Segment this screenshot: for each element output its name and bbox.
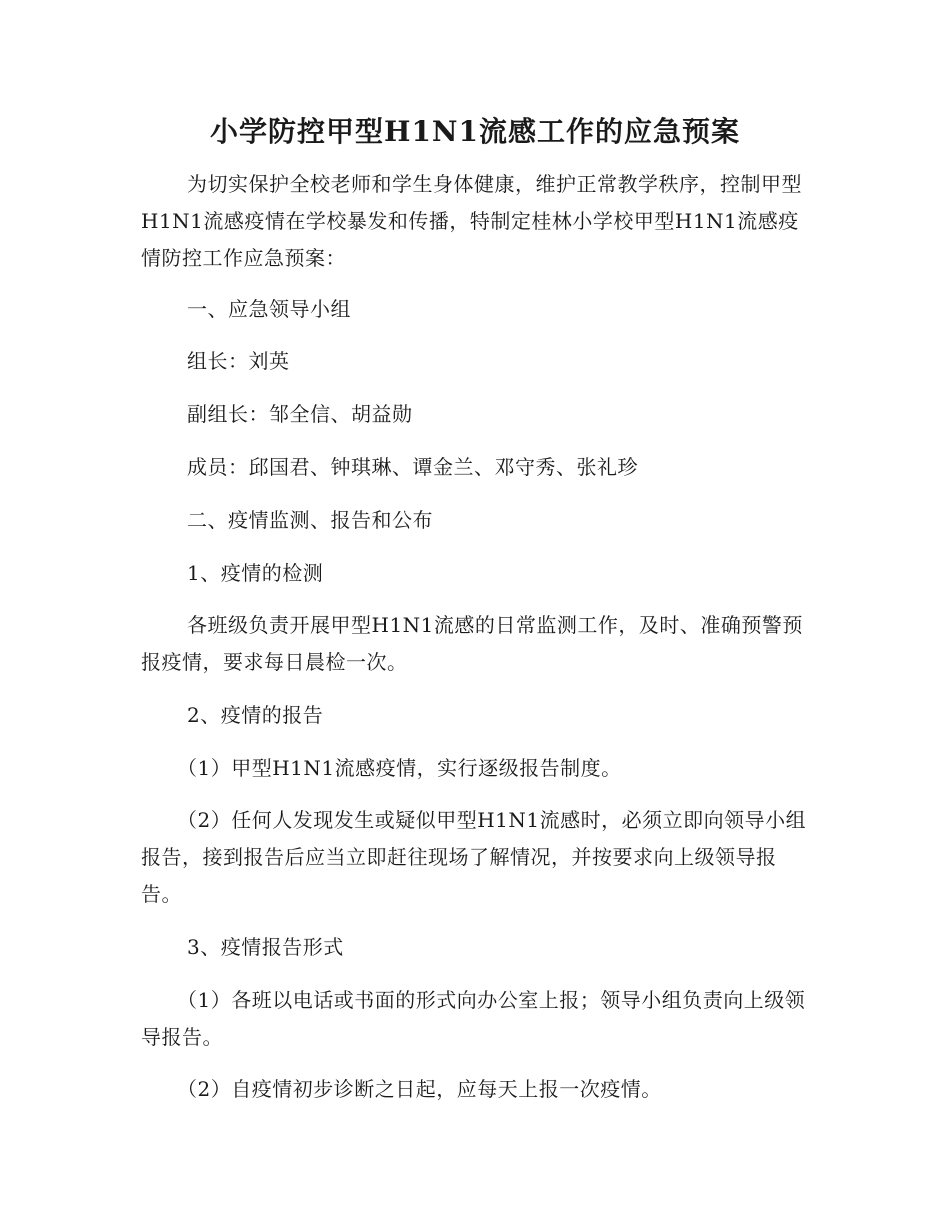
sub3-item1: （1）各班以电话或书面的形式向办公室上报；领导小组负责向上级领导报告。 bbox=[141, 988, 806, 1049]
sub1-heading: 1、疫情的检测 bbox=[187, 561, 324, 585]
sub2-item1: （1）甲型H1N1流感疫情，实行逐级报告制度。 bbox=[177, 756, 622, 780]
sub3-item2: （2）自疫情初步诊断之日起，应每天上报一次疫情。 bbox=[177, 1077, 662, 1101]
sub3-heading: 3、疫情报告形式 bbox=[187, 935, 344, 959]
document-title: 小学防控甲型H1N1流感工作的应急预案 bbox=[209, 115, 740, 148]
leader-line: 组长：刘英 bbox=[187, 349, 290, 373]
sub2-item2: （2）任何人发现发生或疑似甲型H1N1流感时，必须立即向领导小组报告，接到报告后应当立即赶往现场了解情况，并按要求向上级领导报告。 bbox=[141, 808, 807, 906]
members-line: 成员：邱国君、钟琪琳、谭金兰、邓守秀、张礼珍 bbox=[187, 455, 638, 479]
section2-heading: 二、疫情监测、报告和公布 bbox=[187, 508, 433, 532]
sub2-heading: 2、疫情的报告 bbox=[187, 703, 324, 727]
sub1-paragraph: 各班级负责开展甲型H1N1流感的日常监测工作，及时、准确预警预报疫情，要求每日晨检一次。 bbox=[141, 613, 803, 674]
intro-paragraph: 为切实保护全校老师和学生身体健康，维护正常教学秩序，控制甲型H1N1流感疫情在学校暴发和传播，特制定桂林小学校甲型H1N1流感疫情防控工作应急预案： bbox=[141, 172, 802, 270]
section1-heading: 一、应急领导小组 bbox=[187, 297, 351, 321]
deputy-line: 副组长：邹全信、胡益勋 bbox=[187, 402, 413, 426]
